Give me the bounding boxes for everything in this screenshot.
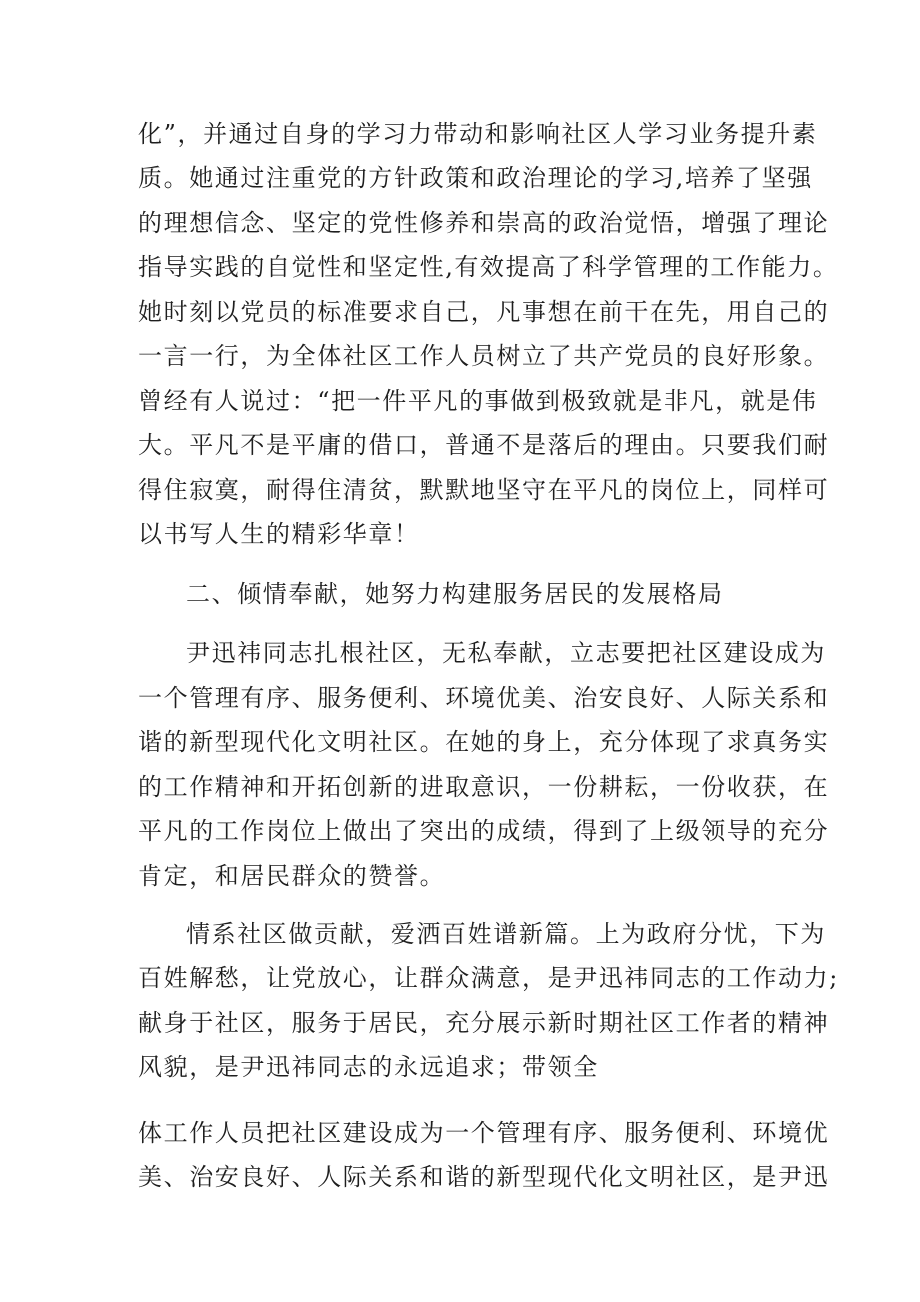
text-line: 指导实践的自觉性和坚定性,有效提高了科学管理的工作能力。 [138, 253, 839, 281]
section-heading: 二、倾情奉献，她努力构建服务居民的发展格局 [186, 580, 724, 608]
text-line: 曾经有人说过：“把一件平凡的事做到极致就是非凡，就是伟 [138, 387, 818, 415]
text-line: 的理想信念、坚定的党性修养和崇高的政治觉悟，增强了理论 [138, 209, 830, 237]
text-line: 得住寂寞，耐得住清贫，默默地坚守在平凡的岗位上，同样可 [138, 476, 830, 504]
text-line: 的工作精神和开拓创新的进取意识，一份耕耘，一份收获，在 [138, 773, 830, 801]
text-line: 风貌，是尹迅祎同志的永远追求；带领全 [138, 1053, 599, 1081]
text-line: 以书写人生的精彩华章！ [138, 520, 420, 548]
text-line: 情系社区做贡献，爱洒百姓谱新篇。上为政府分忧，下为 [186, 920, 826, 948]
text-line: 一言一行，为全体社区工作人员树立了共产党员的良好形象。 [138, 342, 830, 370]
text-line: 化”，并通过自身的学习力带动和影响社区人学习业务提升素 [138, 120, 818, 148]
text-line: 献身于社区，服务于居民，充分展示新时期社区工作者的精神 [138, 1009, 830, 1037]
text-line: 百姓解愁，让党放心，让群众满意，是尹迅祎同志的工作动力; [138, 964, 839, 992]
text-line: 尹迅祎同志扎根社区，无私奉献，立志要把社区建设成为 [186, 639, 826, 667]
text-line: 大。平凡不是平庸的借口，普通不是落后的理由。只要我们耐 [138, 431, 830, 459]
text-line: 美、治安良好、人际关系和谐的新型现代化文明社区，是尹迅 [138, 1163, 830, 1191]
text-line: 一个管理有序、服务便利、环境优美、治安良好、人际关系和 [138, 684, 830, 712]
text-line: 她时刻以党员的标准要求自己，凡事想在前干在先，用自己的 [138, 298, 830, 326]
text-line: 平凡的工作岗位上做出了突出的成绩，得到了上级领导的充分 [138, 817, 830, 845]
text-line: 质。她通过注重党的方针政策和政治理论的学习,培养了坚强 [138, 164, 813, 192]
text-line: 谐的新型现代化文明社区。在她的身上，充分体现了求真务实 [138, 728, 830, 756]
text-line: 体工作人员把社区建设成为一个管理有序、服务便利、环境优 [138, 1119, 830, 1147]
text-line: 肯定，和居民群众的赞誉。 [138, 862, 446, 890]
